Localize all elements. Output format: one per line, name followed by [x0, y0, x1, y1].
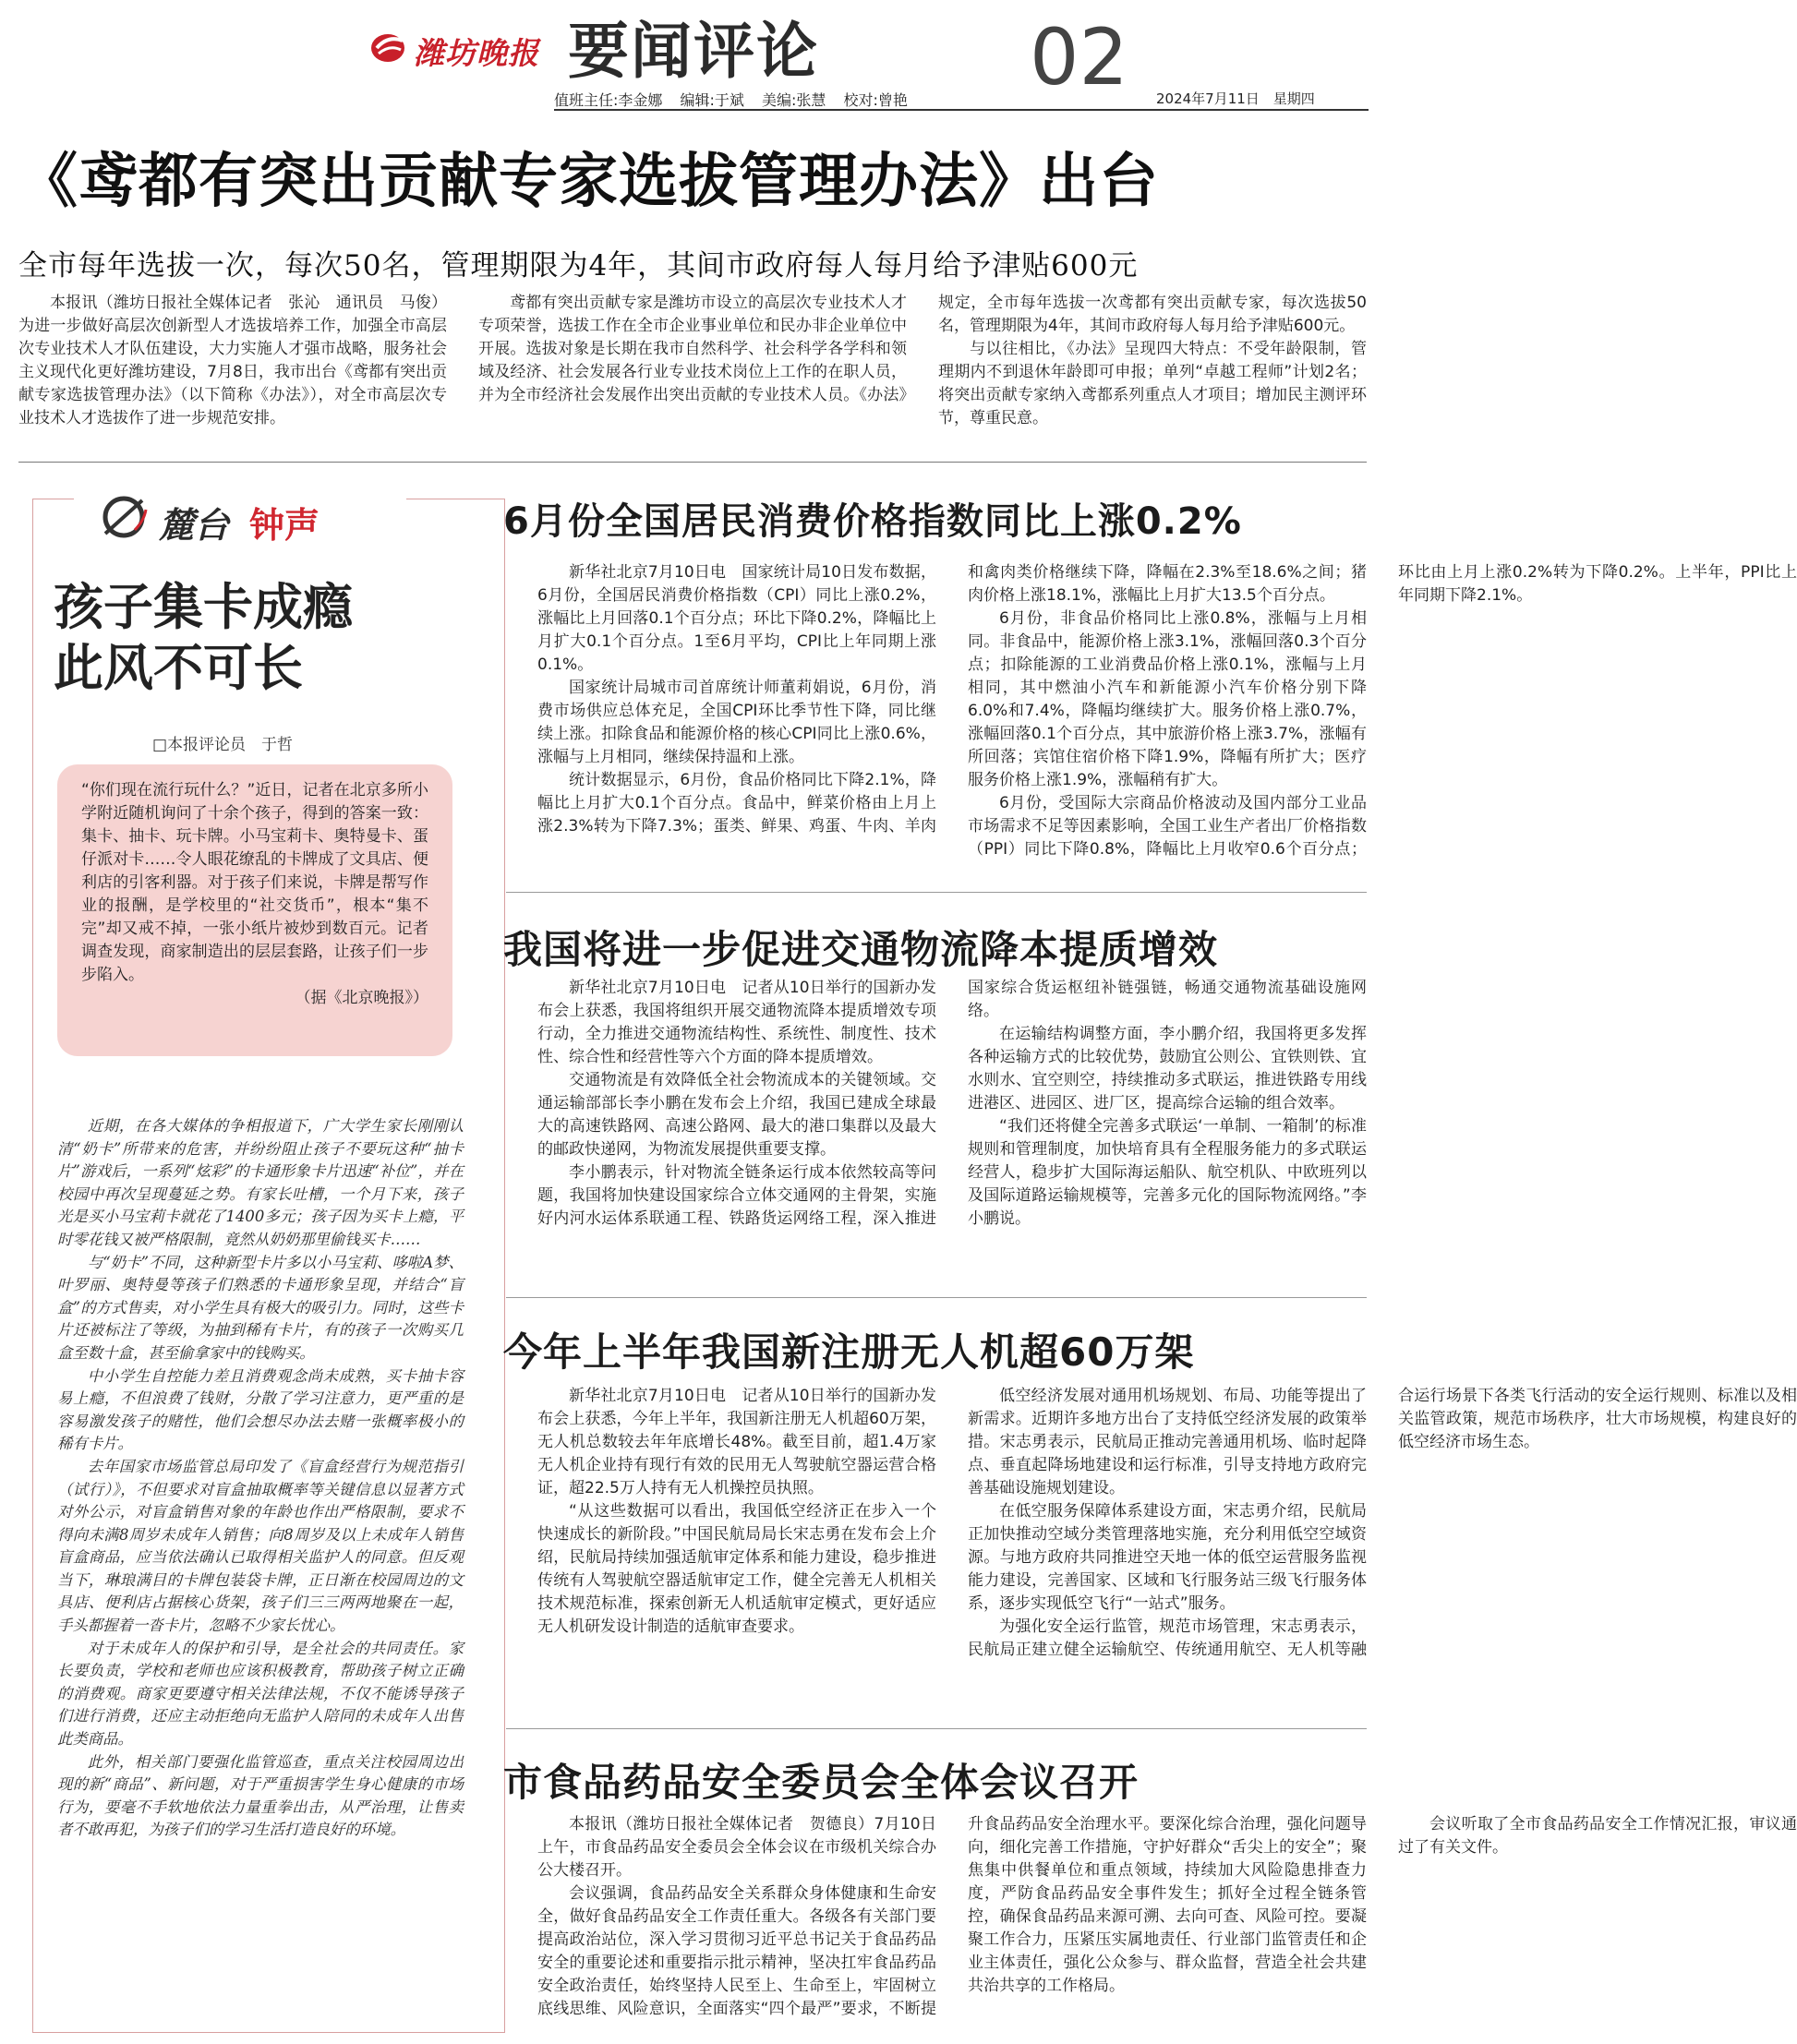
- column-body: [57, 1115, 464, 2020]
- story-divider: [506, 892, 1367, 893]
- logo-text: 潍坊晚报: [414, 35, 539, 71]
- story-divider: [506, 1728, 1367, 1729]
- staff-designer: 美编:张慧: [762, 91, 826, 109]
- newspaper-logo: [369, 20, 559, 71]
- bell-icon: [98, 493, 150, 539]
- column-headline-line-1: 孩子集卡成瘾: [54, 578, 353, 636]
- story-paragraph: 新华社北京7月10日电 国家统计局10日发布数据，6月份，全国居民消费价格指数（CPI）同比上涨0.2%，涨幅比上月回落0.1个百分点；环比下降0.2%，降幅比上月扩大0.1个百分点。1至6月平均，CPI比上年同期上涨0.1%。: [537, 563, 936, 674]
- lead-subhead: 全市每年选拔一次，每次50名，管理期限为4年，其间市政府每人每月给予津贴600元: [18, 249, 1139, 283]
- story-drone-body: [537, 1385, 1797, 1678]
- story-cpi-headline: 6月份全国居民消费价格指数同比上涨0.2%: [503, 500, 1242, 543]
- story-paragraph: 本报讯（潍坊日报社全媒体记者 贺德良）7月10日上午，市食品药品安全委员会全体会议在市级机关综合办公大楼召开。: [537, 1815, 936, 1880]
- staff-proofreader: 校对:曾艳: [843, 91, 908, 109]
- story-cpi-body: [537, 561, 1797, 877]
- column-paragraph: 此外，相关部门要强化监管巡查，重点关注校园周边出现的新“商品”、新问题，对于严重损害学生身心健康的市场行为，要毫不手软地依法力量重拳出击，从严治理，让售卖者不敢再犯，为孩子们的学习生活打造良好的环境。: [57, 1752, 464, 1839]
- section-title: 要闻评论: [568, 16, 819, 87]
- lead-paragraph: 与以往相比，《办法》呈现四大特点：不受年龄限制，管理期内不到退休年龄即可申报；单列“卓越工程师”计划2名；将突出贡献专家纳入鸢都系列重点人才项目；增加民主测评环节，尊重民意。: [938, 340, 1367, 427]
- story-paragraph: 国家统计局城市司首席统计师董莉娟说，6月份，消费市场供应总体充足，全国CPI环比季节性下降，同比继续上涨。扣除食品和能源价格的核心CPI同比上涨0.6%，涨幅与上月相同，继续保持温和上涨。: [537, 679, 936, 766]
- story-paragraph: 6月份，非食品价格同比上涨0.8%，涨幅与上月相同。非食品中，能源价格上涨3.1%，涨幅回落0.3个百分点；扣除能源的工业消费品价格上涨0.1%，涨幅与上月相同，其中燃油小汽车和新能源小汽车价格分别下降6.0%和7.4%，降幅均继续扩大。服务价格上涨0.7%，涨幅回落0.1个百分点，其中旅游价格上涨3.7%，涨幅有所回落；宾馆住宿价格下降1.9%，降幅有所扩大；医疗服务价格上涨1.9%，涨幅稍有扩大。: [968, 609, 1367, 789]
- story-paragraph: 为强化安全运行监管，规范市场管理，宋志勇表示，民航局正建立健全运输航空、传统通用航空、无人机等融合运行场景下各类飞行活动的安全运行规则、标准以及相关监管政策，规范市场秩序，壮大市场规模，构建良好的低空经济市场生态。: [968, 1387, 1797, 1659]
- column-logo-text: 麓台: [159, 504, 230, 546]
- column-headline-line-2: 此风不可长: [54, 639, 303, 697]
- story-paragraph: “我们还将健全完善多式联运‘一单制、一箱制’的标准规则和管理制度，加快培育具有全程服务能力的多式联运经营人，稳步扩大国际海运船队、航空机队、中欧班列以及国际道路运输规模等，完善多元化的国际物流网络。”李小鹏说。: [968, 1117, 1367, 1228]
- staff-credits: [554, 89, 921, 110]
- column-paragraph: 去年国家市场监管总局印发了《盲盒经营行为规范指引（试行）》，不但要求对盲盒抽取概率等关键信息以显著方式对外公示，对盲盒销售对象的年龄也作出严格限制，要求不得向未满8周岁未成年人销售；向8周岁及以上未成年人销售盲盒商品，应当依法确认已取得相关监护人的同意。但反观当下，琳琅满目的卡牌包装袋卡牌，正日渐在校园周边的文具店、便利店占据核心货架，孩子们三三两两地聚在一起，手头都握着一沓卡片，忽略不少家长忧心。: [57, 1457, 464, 1635]
- column-logo-accent-text: 钟声: [249, 505, 320, 546]
- story-paragraph: 在低空服务保障体系建设方面，宋志勇介绍，民航局正加快推动空域分类管理落地实施，充分利用低空空域资源。与地方政府共同推进空天地一体的低空运营服务监视能力建设，完善国家、区域和飞行服务站三级飞行服务体系，逐步实现低空飞行“一站式”服务。: [968, 1502, 1367, 1613]
- staff-editor: 编辑:于斌: [680, 91, 744, 109]
- column-paragraph: 中小学生自控能力差且消费观念尚未成熟，买卡抽卡容易上瘾，不但浪费了钱财，分散了学习注意力，更严重的是容易激发孩子的赌性，他们会想尽办法去赌一张概率极小的稀有卡片。: [57, 1366, 464, 1453]
- logo-emblem-icon: [369, 28, 410, 65]
- story-paragraph: 低空经济发展对通用机场规划、布局、功能等提出了新需求。近期许多地方出台了支持低空经济发展的政策举措。宋志勇表示，民航局正推动完善通用机场、临时起降点、垂直起降场地建设和运行标准，引导支持地方政府完善基础设施规划建设。: [968, 1387, 1367, 1497]
- story-paragraph: 李小鹏表示，针对物流全链条运行成本依然较高等问题，我国将加快建设国家综合立体交通网的主骨架，实施好内河水运体系联通工程、铁路货运网络工程，深入推进国家综合货运枢纽补链强链，畅通交通物流基础设施网络。: [537, 979, 1367, 1228]
- lead-headline: 《鸢都有突出贡献专家选拔管理办法》出台: [18, 148, 1159, 216]
- story-drone-headline: 今年上半年我国新注册无人机超60万架: [503, 1329, 1195, 1375]
- masthead-rule: [554, 109, 1369, 111]
- column-paragraph: 近期，在各大媒体的争相报道下，广大学生家长刚刚认清“奶卡”所带来的危害，并纷纷阻止孩子不要玩这种“抽卡片”游戏后，一系列“炫彩”的卡通形象卡片迅速“补位”，并在校园中再次呈现蔓延之势。有家长吐槽，一个月下来，孩子光是买小马宝莉卡就花了1400多元；孩子因为买卡上瘾，平时零花钱又被严格限制，竟然从奶奶那里偷钱买卡……: [57, 1117, 464, 1248]
- lead-paragraph: 本报讯（潍坊日报社全媒体记者 张沁 通讯员 马俊）为进一步做好高层次创新型人才选拔培养工作，加强全市高层次专业技术人才队伍建设，大力实施人才强市战略，服务社会主义现代化更好潍坊建设，7月8日，我市出台《鸢都有突出贡献专家选拔管理办法》（以下简称《办法》），对全市高层次专业技术人才选拔作了进一步规范安排。: [18, 294, 447, 427]
- column-quote-source: （据《北京晚报》）: [295, 989, 428, 1007]
- story-paragraph: 在运输结构调整方面，李小鹏介绍，我国将更多发挥各种运输方式的比较优势，鼓励宜公则公、宜铁则铁、宜水则水、宜空则空，持续推动多式联运，推进铁路专用线进港区、进园区、进厂区，提高综合运输的组合效率。: [968, 1025, 1367, 1112]
- story-paragraph: 新华社北京7月10日电 记者从10日举行的国新办发布会上获悉，我国将组织开展交通物流降本提质增效专项行动，全力推进交通物流结构性、系统性、制度性、技术性、综合性和经营性等六个方面的降本提质增效。: [537, 979, 936, 1066]
- lead-divider: [18, 462, 1367, 463]
- story-paragraph: 会议听取了全市食品药品安全工作情况汇报，审议通过了有关文件。: [1398, 1815, 1797, 1857]
- story-food-safety-headline: 市食品药品安全委员会全体会议召开: [503, 1760, 1140, 1805]
- lead-paragraph: 鸢都有突出贡献专家是潍坊市设立的高层次专业技术人才专项荣誉，选拔工作在全市企业事业单位和民办非企业单位中开展。选拔对象是长期在我市自然科学、社会科学各学科和领域及经济、社会发展各行业专业技术岗位上工作的在职人员，并为全市经济社会发展作出突出贡献的专业技术人员。《办法》规定，全市每年选拔一次鸢都有突出贡献专家，每次选拔50名，管理期限为4年，其间市政府每人每月给予津贴600元。: [478, 294, 1367, 404]
- column-headline: [54, 577, 488, 699]
- column-paragraph: 对于未成年人的保护和引导，是全社会的共同责任。家长要负责，学校和老师也应该积极教育，帮助孩子树立正确的消费观。商家更要遵守相关法律法规，不仅不能诱导孩子们进行消费，还应主动拒绝向无监护人陪同的未成年人出售此类商品。: [57, 1639, 464, 1749]
- story-paragraph: 统计数据显示，6月份，食品价格同比下降2.1%，降幅比上月扩大0.1个百分点。食品中，鲜菜价格由上月上涨2.3%转为下降7.3%；蛋类、鲜果、鸡蛋、牛肉、羊肉和禽肉类价格继续下降，降幅在2.3%至18.6%之间；猪肉价格上涨18.1%，涨幅比上月扩大13.5个百分点。: [537, 563, 1367, 836]
- story-food-safety-body: [537, 1813, 1797, 2037]
- lead-article-body: [18, 292, 1367, 454]
- column-byline: □本报评论员 于哲: [152, 736, 294, 754]
- story-logistics-body: [537, 977, 1367, 1246]
- column-paragraph: 与“奶卡”不同，这种新型卡片多以小马宝莉、哆啦A梦、叶罗丽、奥特曼等孩子们熟悉的卡通形象呈现，并结合“盲盒”的方式售卖，对小学生具有极大的吸引力。同时，这些卡片还被标注了等级，为抽到稀有卡片，有的孩子一次购买几盒至数十盒，甚至偷拿家中的钱购买。: [57, 1253, 464, 1362]
- column-quote-text: “你们现在流行玩什么？”近日，记者在北京多所小学附近随机询问了十余个孩子，得到的答案一致：集卡、抽卡、玩卡牌。小马宝莉卡、奥特曼卡、蛋仔派对卡……令人眼花缭乱的卡牌成了文具店、便利店的引客利器。对于孩子们来说，卡牌是帮写作业的报酬，是学校里的“社交货币”，根本“集不完”却又戒不掉，一张小纸片被炒到数百元。记者调查发现，商家制造出的层层套路，让孩子们一步步陷入。: [81, 781, 428, 984]
- story-logistics-headline: 我国将进一步促进交通物流降本提质增效: [503, 927, 1219, 972]
- column-quote-box: [57, 764, 452, 1056]
- issue-date: 2024年7月11日 星期四: [1156, 90, 1315, 107]
- story-paragraph: 6月份，受国际大宗商品价格波动及国内部分工业品市场需求不足等因素影响，全国工业生产者出厂价格指数（PPI）同比下降0.8%，降幅比上月收窄0.6个百分点；环比由上月上涨0.2%转为下降0.2%。上半年，PPI比上年同期下降2.1%。: [968, 563, 1797, 859]
- page-number: 02: [1030, 12, 1128, 102]
- story-paragraph: 会议强调，食品药品安全关系群众身体健康和生命安全，做好食品药品安全工作责任重大。各级各有关部门要提高政治站位，深入学习贯彻习近平总书记关于食品药品安全的重要论述和重要指示批示精神，坚决扛牢食品药品安全政治责任，始终坚持人民至上、生命至上，牢固树立底线思维、风险意识，全面落实“四个最严”要求，不断提升食品药品安全治理水平。要深化综合治理，强化问题导向，细化完善工作措施，守护好群众“舌尖上的安全”；聚焦集中供餐单位和重点领域，持续加大风险隐患排查力度，严防食品药品安全事件发生；抓好全过程全链条管控，确保食品药品来源可溯、去向可查、风险可控。要凝聚工作合力，压紧压实属地责任、行业部门监管责任和企业主体责任，强化公众参与、群众监督，营造全社会共建共治共享的工作格局。: [537, 1815, 1367, 2018]
- staff-duty-chief: 值班主任:李金娜: [554, 91, 663, 109]
- story-divider: [506, 1297, 1367, 1298]
- column-logo: [74, 484, 406, 547]
- story-paragraph: 交通物流是有效降低全社会物流成本的关键领域。交通运输部部长李小鹏在发布会上介绍，我国已建成全球最大的高速铁路网、高速公路网、最大的港口集群以及最大的邮政快递网，为物流发展提供重要支撑。: [537, 1071, 936, 1159]
- story-paragraph: “从这些数据可以看出，我国低空经济正在步入一个快速成长的新阶段。”中国民航局局长宋志勇在发布会上介绍，民航局持续加强适航审定体系和能力建设，稳步推进传统有人驾驶航空器适航审定工作，健全完善无人机相关技术规范标准，探索创新无人机适航审定模式，更好适应无人机研发设计制造的适航审查要求。: [537, 1502, 936, 1636]
- story-paragraph: 新华社北京7月10日电 记者从10日举行的国新办发布会上获悉，今年上半年，我国新注册无人机超60万架，无人机总数较去年年底增长48%。截至目前，超1.4万家无人机企业持有现行有效的民用无人驾驶航空器运营合格证，超22.5万人持有无人机操控员执照。: [537, 1387, 936, 1497]
